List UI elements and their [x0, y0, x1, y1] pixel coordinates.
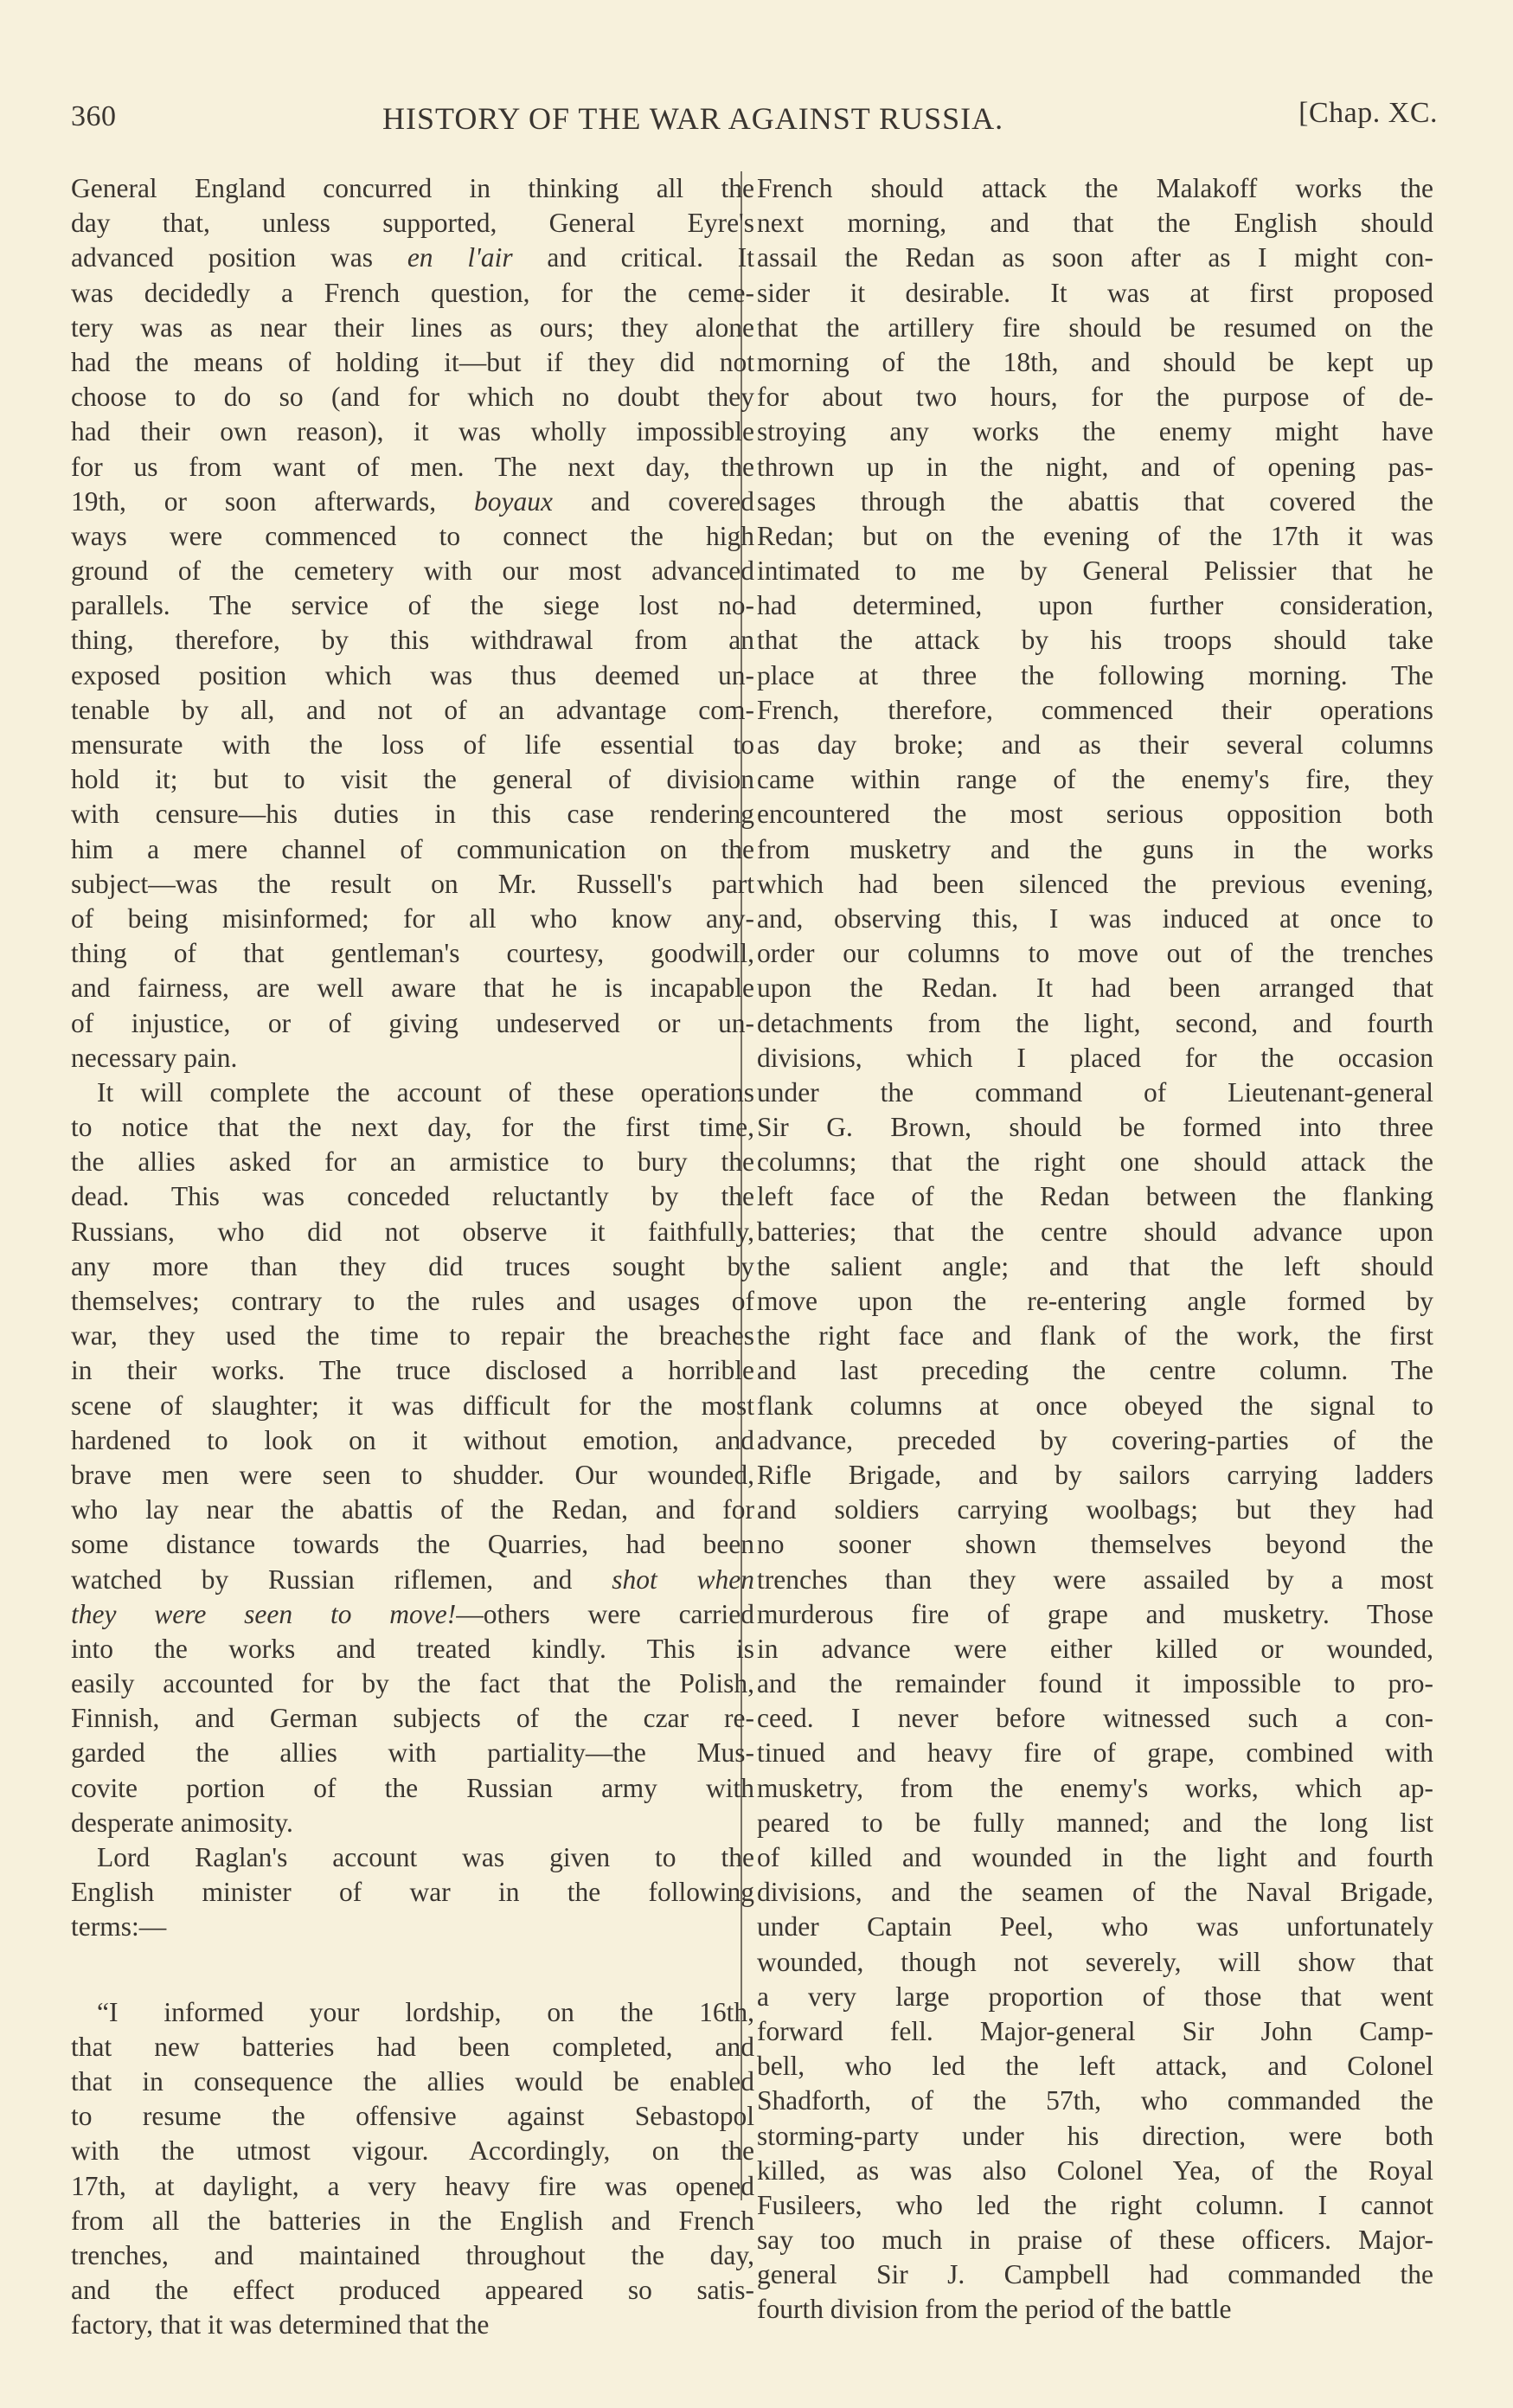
text-line: war, they used the time to repair the breaches	[71, 1320, 754, 1352]
text-line: they were seen to move!—others were carried	[71, 1598, 755, 1629]
text-line: Russians, who did not observe it faithfully,	[71, 1216, 754, 1247]
text-line: covite portion of the Russian army with	[71, 1772, 754, 1803]
text-line: which had been silenced the previous evening,	[757, 868, 1433, 899]
text-line: upon the Redan. It had been arranged that	[757, 973, 1433, 1004]
text-line: sider it desirable. It was at first proposed	[757, 277, 1433, 308]
text-line: divisions, which I placed for the occasion	[757, 1042, 1433, 1073]
text-line: and the remainder found it impossible to pro-	[757, 1668, 1433, 1699]
text-line: tenable by all, and not of an advantage com-	[71, 694, 754, 725]
text-line: batteries; that the centre should advance upon	[757, 1216, 1433, 1247]
text-line: under Captain Peel, who was unfortunately	[757, 1911, 1433, 1942]
text-line: the right face and flank of the work, the first	[757, 1320, 1433, 1352]
text-line: left face of the Redan between the flanking	[757, 1181, 1433, 1212]
text-line: mensurate with the loss of life essential to	[71, 729, 754, 760]
text-line: easily accounted for by the fact that the Polish,	[71, 1668, 754, 1699]
text-line: day that, unless supported, General Eyre's	[71, 208, 754, 239]
text-line: factory, that it was determined that the	[71, 2309, 490, 2341]
text-line: that the artillery fire should be resumed on the	[757, 311, 1433, 343]
text-line: scene of slaughter; it was difficult for the most	[71, 1390, 754, 1421]
text-line: trenches than they were assailed by a most	[757, 1564, 1433, 1595]
text-line: thing, therefore, by this withdrawal from an	[71, 625, 754, 656]
text-line: move upon the re-entering angle formed by	[757, 1286, 1433, 1316]
text-line: with the utmost vigour. Accordingly, on the	[71, 2135, 754, 2167]
text-line: murderous fire of grape and musketry. Those	[757, 1598, 1433, 1629]
text-line: detachments from the light, second, and fourth	[757, 1007, 1433, 1038]
text-line: came within range of the enemy's fire, they	[757, 764, 1433, 795]
text-line: that new batteries had been completed, and	[71, 2031, 754, 2062]
text-line: sages through the abattis that covered the	[757, 485, 1433, 517]
text-line: and the effect produced appeared so satis-	[71, 2275, 754, 2306]
text-line: some distance towards the Quarries, had been	[71, 1529, 754, 1560]
text-line: garded the allies with partiality—the Mus-	[71, 1737, 754, 1769]
text-line: was decidedly a French question, for the ceme-	[71, 277, 754, 308]
text-line: 19th, or soon afterwards, boyaux and covered	[71, 485, 754, 517]
text-line: from musketry and the guns in the works	[757, 833, 1433, 864]
text-line: to resume the offensive against Sebastopol	[71, 2101, 754, 2132]
text-line: had determined, upon further consideration,	[757, 590, 1433, 621]
text-line: musketry, from the enemy's works, which ap-	[757, 1772, 1433, 1803]
text-line: of killed and wounded in the light and fourth	[757, 1842, 1433, 1872]
text-line: advanced position was en l'air and critical. It	[71, 242, 755, 273]
text-line: as day broke; and as their several columns	[757, 729, 1433, 760]
text-line: wounded, though not severely, will show that	[757, 1946, 1433, 1977]
text-line: English minister of war in the following	[71, 1877, 754, 1908]
text-line: themselves; contrary to the rules and usages of	[71, 1286, 754, 1316]
text-line: that the attack by his troops should take	[757, 625, 1433, 656]
text-line: Shadforth, of the 57th, who commanded the	[757, 2085, 1433, 2116]
text-line: the salient angle; and that the left should	[757, 1250, 1433, 1281]
text-line: thing of that gentleman's courtesy, goodwill,	[71, 938, 754, 969]
text-line: and last preceding the centre column. The	[757, 1355, 1433, 1386]
text-line: thrown up in the night, and of opening pas-	[757, 451, 1433, 482]
text-line: columns; that the right one should attack the	[757, 1146, 1433, 1178]
text-line: dead. This was conceded reluctantly by the	[71, 1181, 754, 1212]
chapter-label: [Chap. XC.	[1298, 97, 1438, 129]
text-line: divisions, and the seamen of the Naval Brigade,	[757, 1877, 1433, 1908]
text-line: the allies asked for an armistice to bury the	[71, 1146, 754, 1178]
text-line: hardened to look on it without emotion, and	[71, 1424, 754, 1455]
text-line: ways were commenced to connect the high	[71, 520, 754, 551]
text-line: fourth division from the period of the battle	[757, 2294, 1232, 2325]
text-line: Lord Raglan's account was given to the	[97, 1842, 754, 1872]
text-line: of being misinformed; for all who know any-	[71, 902, 754, 934]
text-line: desperate animosity.	[71, 1807, 293, 1838]
right-column	[757, 171, 1433, 2328]
paragraph-gap	[71, 1945, 754, 1995]
text-line: advance, preceded by covering-parties of the	[757, 1424, 1433, 1455]
text-line: ground of the cemetery with our most advanced	[71, 555, 754, 587]
text-line: Sir G. Brown, should be formed into three	[757, 1112, 1433, 1143]
page-number: 360	[71, 100, 117, 132]
text-line: bell, who led the left attack, and Colonel	[757, 2051, 1433, 2082]
text-line: him a mere channel of communication on the	[71, 833, 754, 864]
text-line: encountered the most serious opposition both	[757, 799, 1433, 830]
text-line: necessary pain.	[71, 1042, 238, 1073]
text-line: to notice that the next day, for the first time,	[71, 1112, 754, 1143]
text-line: killed, as was also Colonel Yea, of the Royal	[757, 2154, 1433, 2186]
text-line: parallels. The service of the siege lost no-	[71, 590, 754, 621]
text-line: General England concurred in thinking all the	[71, 173, 754, 203]
left-column	[71, 171, 754, 2342]
text-line: that in consequence the allies would be enabled	[71, 2065, 754, 2097]
text-line: “I informed your lordship, on the 16th,	[97, 1996, 754, 2027]
text-line: Fusileers, who led the right column. I cannot	[757, 2189, 1433, 2220]
text-line: exposed position which was thus deemed un-	[71, 659, 754, 690]
text-line: It will complete the account of these operations	[97, 1076, 754, 1108]
text-line: French, therefore, commenced their operations	[757, 694, 1433, 725]
text-line: flank columns at once obeyed the signal to	[757, 1390, 1433, 1421]
text-line: peared to be fully manned; and the long list	[757, 1807, 1433, 1838]
text-line: tinued and heavy fire of grape, combined with	[757, 1737, 1433, 1769]
text-line: in their works. The truce disclosed a horrible	[71, 1355, 754, 1386]
text-line: subject—was the result on Mr. Russell's part	[71, 868, 754, 899]
text-line: brave men were seen to shudder. Our wounded,	[71, 1459, 754, 1490]
text-line: any more than they did truces sought by	[71, 1250, 754, 1281]
text-line: of injustice, or of giving undeserved or un-	[71, 1007, 754, 1038]
text-line: had the means of holding it—but if they did not	[71, 346, 754, 377]
text-line: Rifle Brigade, and by sailors carrying ladders	[757, 1459, 1433, 1490]
text-line: Redan; but on the evening of the 17th it was	[757, 520, 1433, 551]
text-line: no sooner shown themselves beyond the	[757, 1529, 1433, 1560]
text-line: a very large proportion of those that went	[757, 1981, 1433, 2012]
text-line: assail the Redan as soon after as I might con-	[757, 242, 1433, 273]
text-line: from all the batteries in the English and French	[71, 2205, 754, 2236]
text-line: tery was as near their lines as ours; they alone	[71, 311, 754, 343]
text-line: under the command of Lieutenant-general	[757, 1076, 1433, 1108]
text-line: had their own reason), it was wholly impossible	[71, 416, 754, 447]
text-line: forward fell. Major-general Sir John Camp-	[757, 2015, 1433, 2046]
text-line: for about two hours, for the purpose of de-	[757, 382, 1433, 413]
text-line: terms:—	[71, 1911, 167, 1942]
text-line: order our columns to move out of the trenches	[757, 938, 1433, 969]
text-line: general Sir J. Campbell had commanded the	[757, 2259, 1433, 2290]
text-line: French should attack the Malakoff works the	[757, 173, 1433, 203]
text-line: intimated to me by General Pelissier that he	[757, 555, 1433, 587]
running-header	[71, 93, 1438, 145]
text-line: into the works and treated kindly. This is	[71, 1633, 754, 1664]
text-line: who lay near the abattis of the Redan, and for	[71, 1494, 754, 1525]
text-line: hold it; but to visit the general of division	[71, 764, 754, 795]
text-line: for us from want of men. The next day, the	[71, 451, 754, 482]
text-line: morning of the 18th, and should be kept up	[757, 346, 1433, 377]
text-line: 17th, at daylight, a very heavy fire was opened	[71, 2170, 754, 2201]
text-line: say too much in praise of these officers. Major-	[757, 2225, 1433, 2256]
text-line: with censure—his duties in this case rendering	[71, 799, 754, 830]
text-line: and, observing this, I was induced at once to	[757, 902, 1433, 934]
text-line: and soldiers carrying woolbags; but they had	[757, 1494, 1433, 1525]
text-line: in advance were either killed or wounded,	[757, 1633, 1433, 1664]
text-line: place at three the following morning. The	[757, 659, 1433, 690]
text-line: storming-party under his direction, were both	[757, 2120, 1433, 2151]
text-line: stroying any works the enemy might have	[757, 416, 1433, 447]
text-line: choose to do so (and for which no doubt they	[71, 382, 754, 413]
text-line: Finnish, and German subjects of the czar re-	[71, 1703, 754, 1734]
running-title: HISTORY OF THE WAR AGAINST RUSSIA.	[382, 101, 1004, 136]
text-line: next morning, and that the English should	[757, 208, 1433, 239]
text-line: ceed. I never before witnessed such a con-	[757, 1703, 1433, 1734]
text-line: trenches, and maintained throughout the day,	[71, 2239, 754, 2270]
text-line: and fairness, are well aware that he is incapable	[71, 973, 754, 1004]
text-line: watched by Russian riflemen, and shot when	[71, 1564, 754, 1595]
